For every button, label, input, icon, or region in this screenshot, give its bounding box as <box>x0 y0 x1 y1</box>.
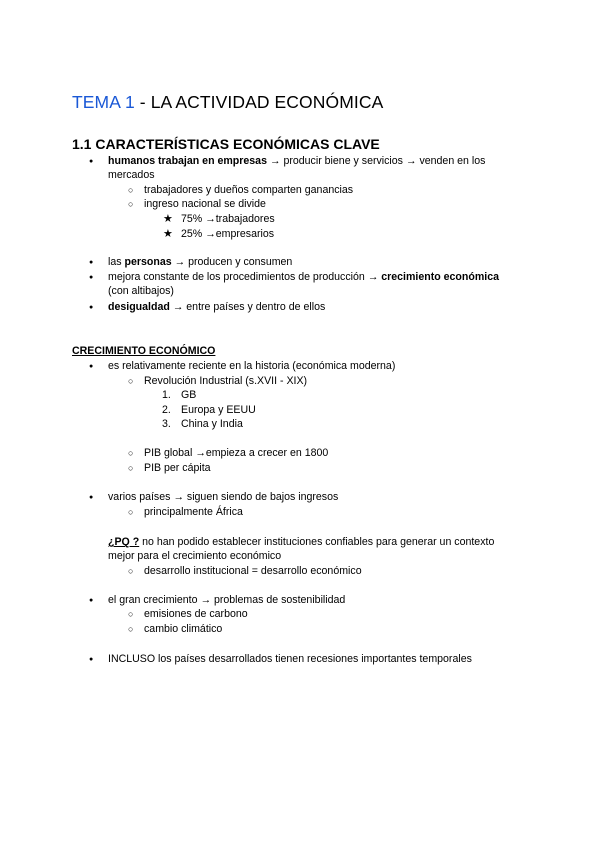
bullet-dot-icon <box>89 300 93 316</box>
bullet-circle-icon <box>128 505 133 519</box>
sub-item: desarrollo institucional = desarrollo económico <box>144 565 362 577</box>
question-continuation: mejor para el crecimiento económico <box>108 550 282 562</box>
bullet-circle-icon <box>128 461 133 475</box>
bullet-continuation: (con altibajos) <box>108 285 174 297</box>
bullet-item: varios países → siguen siendo de bajos ingresos <box>108 491 339 503</box>
star-bullet-icon <box>163 212 173 226</box>
bullet-continuation: mercados <box>108 169 155 181</box>
bullet-circle-icon <box>128 183 133 197</box>
bullet-item: desigualdad → entre países y dentro de ellos <box>108 301 326 313</box>
bullet-dot-icon <box>89 593 93 609</box>
bullet-circle-icon <box>128 607 133 621</box>
bullet-dot-icon <box>89 255 93 271</box>
sub-item: principalmente África <box>144 506 243 518</box>
bullet-dot-icon <box>89 359 93 375</box>
sub-item: cambio climático <box>144 623 223 635</box>
numbered-item-number: 2. <box>162 404 171 416</box>
subsection-heading: CRECIMIENTO ECONÓMICO <box>72 345 216 357</box>
bullet-item: el gran crecimiento → problemas de sostenibilidad <box>108 594 346 606</box>
bullet-item: es relativamente reciente en la historia (económica moderna) <box>108 360 396 372</box>
numbered-item-number: 1. <box>162 389 171 401</box>
title-number: TEMA 1 <box>72 92 135 112</box>
sub-item: PIB global →empieza a crecer en 1800 <box>144 447 329 459</box>
bullet-dot-icon <box>89 490 93 506</box>
bullet-item: INCLUSO los países desarrollados tienen recesiones importantes temporales <box>108 653 472 665</box>
star-bullet-icon <box>163 227 173 241</box>
sub-item: trabajadores y dueños comparten ganancias <box>144 184 354 196</box>
numbered-item: China y India <box>181 418 243 430</box>
bullet-circle-icon <box>128 622 133 636</box>
sub-item: ingreso nacional se divide <box>144 198 266 210</box>
sub-item: PIB per cápita <box>144 462 211 474</box>
question-paragraph: ¿PQ ? no han podido establecer instituciones confiables para generar un contexto <box>108 536 495 548</box>
sub-item: Revolución Industrial (s.XVII - XIX) <box>144 375 308 387</box>
numbered-item: GB <box>181 389 197 401</box>
bullet-circle-icon <box>128 374 133 388</box>
bullet-dot-icon <box>89 154 93 170</box>
sub-item: emisiones de carbono <box>144 608 248 620</box>
bullet-circle-icon <box>128 446 133 460</box>
sub-sub-item: 25% →empresarios <box>181 228 275 240</box>
sub-sub-item: 75% →trabajadores <box>181 213 275 225</box>
bullet-item: las personas → producen y consumen <box>108 256 293 268</box>
section-heading: 1.1 CARACTERÍSTICAS ECONÓMICAS CLAVE <box>72 136 380 152</box>
page-title <box>72 92 383 113</box>
numbered-item-number: 3. <box>162 418 171 430</box>
bullet-circle-icon <box>128 197 133 211</box>
bullet-item: humanos trabajan en empresas → producir biene y servicios → venden en los <box>108 155 486 167</box>
bullet-circle-icon <box>128 564 133 578</box>
bullet-item: mejora constante de los procedimientos de producción → crecimiento económica <box>108 271 499 283</box>
bullet-dot-icon <box>89 652 93 668</box>
title-text: - LA ACTIVIDAD ECONÓMICA <box>134 92 384 112</box>
bullet-dot-icon <box>89 270 93 286</box>
numbered-item: Europa y EEUU <box>181 404 256 416</box>
